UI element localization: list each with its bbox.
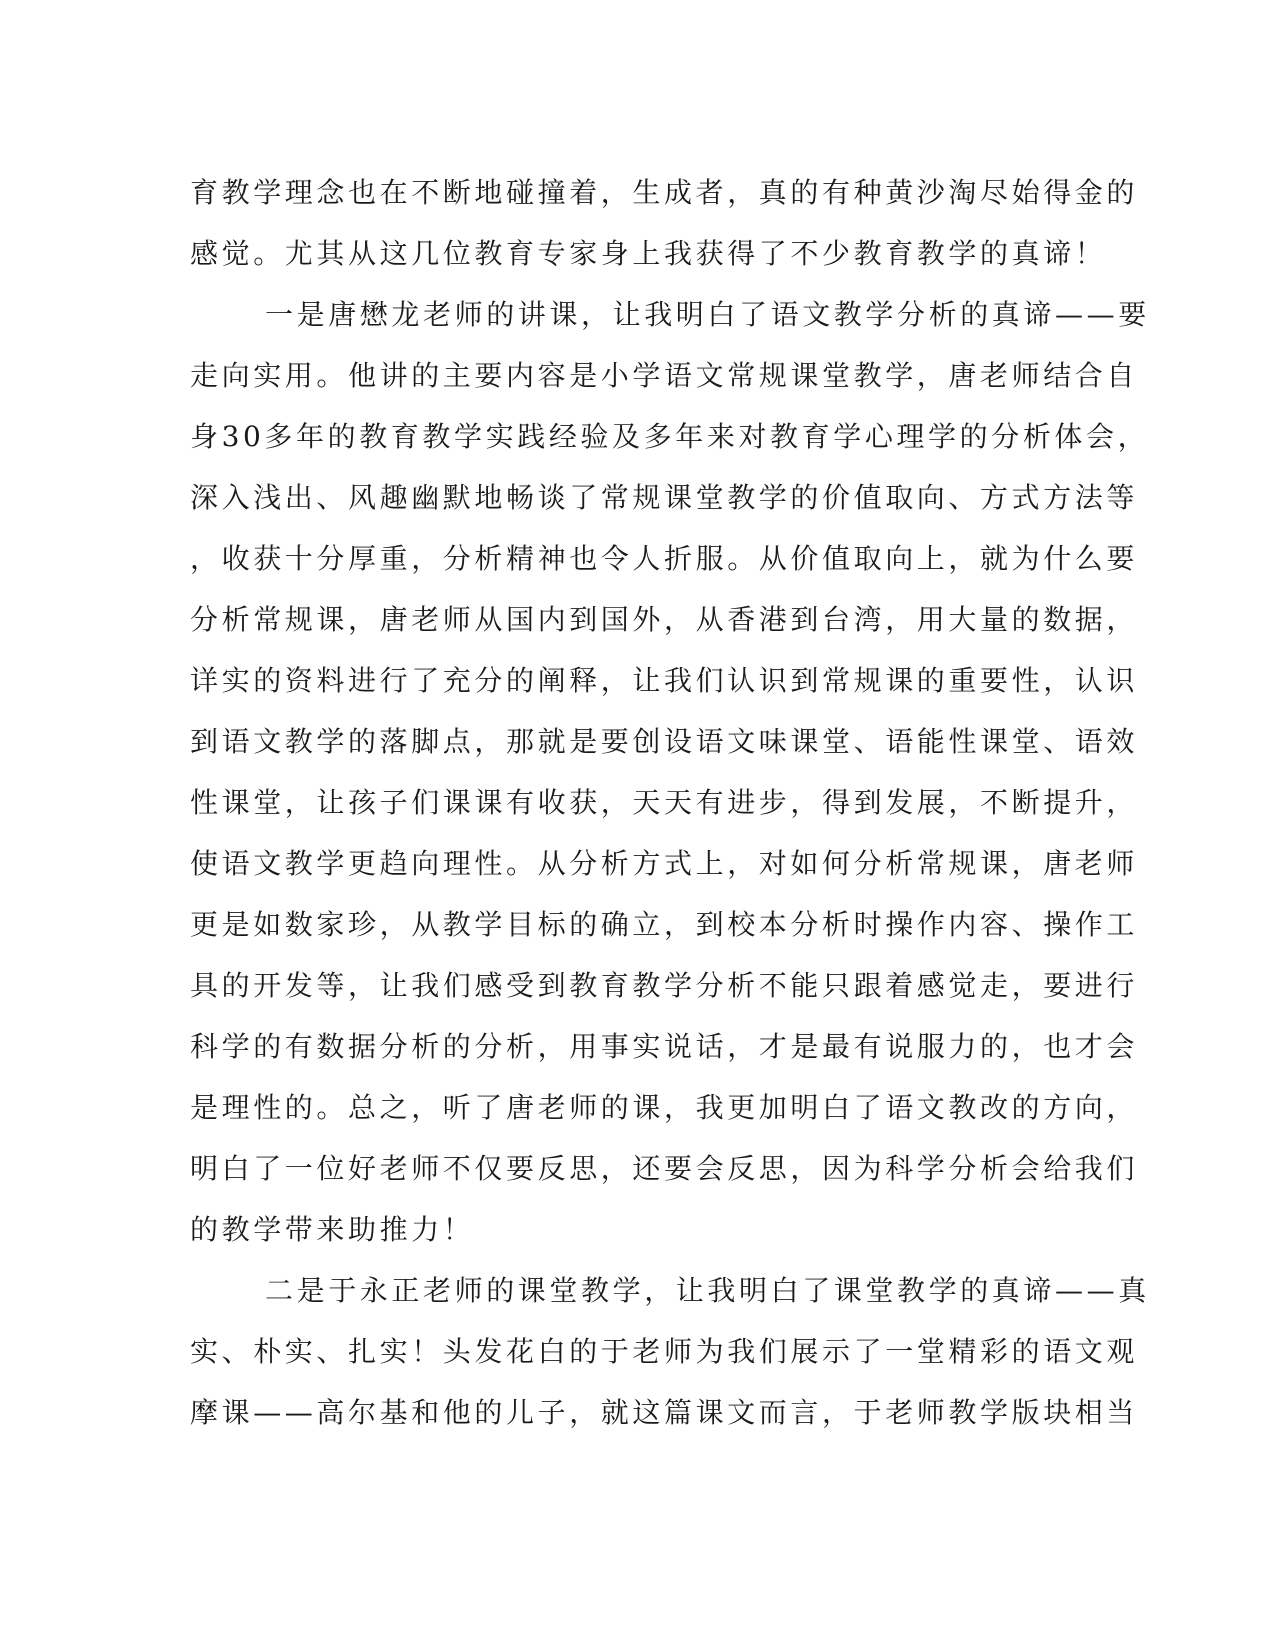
text-line: 深入浅出、风趣幽默地畅谈了常规课堂教学的价值取向、方式方法等 bbox=[190, 481, 1139, 514]
text-line: 具的开发等，让我们感受到教育教学分析不能只跟着感觉走，要进行 bbox=[190, 969, 1139, 1002]
text-line: 性课堂，让孩子们课课有收获，天天有进步，得到发展，不断提升， bbox=[190, 786, 1139, 819]
text-line: 明白了一位好老师不仅要反思，还要会反思，因为科学分析会给我们 bbox=[190, 1152, 1139, 1185]
text-line: 感觉。尤其从这几位教育专家身上我获得了不少教育教学的真谛！ bbox=[190, 237, 1107, 270]
text-line: 科学的有数据分析的分析，用事实说话，才是最有说服力的，也才会 bbox=[190, 1030, 1139, 1063]
paragraph-first-line: 二是于永正老师的课堂教学，让我明白了课堂教学的真谛——真 bbox=[265, 1274, 1150, 1307]
text-line: 摩课——高尔基和他的儿子，就这篇课文而言，于老师教学版块相当 bbox=[190, 1396, 1139, 1429]
text-line: 是理性的。总之，听了唐老师的课，我更加明白了语文教改的方向， bbox=[190, 1091, 1139, 1124]
text-line: 育教学理念也在不断地碰撞着，生成者，真的有种黄沙淘尽始得金的 bbox=[190, 176, 1139, 209]
text-line: 详实的资料进行了充分的阐释，让我们认识到常规课的重要性，认识 bbox=[190, 664, 1139, 697]
text-line: ，收获十分厚重，分析精神也令人折服。从价值取向上，就为什么要 bbox=[190, 542, 1139, 575]
text-line: 的教学带来助推力！ bbox=[190, 1213, 475, 1246]
text-line: 实、朴实、扎实！头发花白的于老师为我们展示了一堂精彩的语文观 bbox=[190, 1335, 1139, 1368]
paragraph-first-line: 一是唐懋龙老师的讲课，让我明白了语文教学分析的真谛——要 bbox=[265, 298, 1150, 331]
body-text bbox=[190, 162, 1150, 1443]
text-line: 更是如数家珍，从教学目标的确立，到校本分析时操作内容、操作工 bbox=[190, 908, 1139, 941]
text-line: 分析常规课，唐老师从国内到国外，从香港到台湾，用大量的数据， bbox=[190, 603, 1139, 636]
text-line: 走向实用。他讲的主要内容是小学语文常规课堂教学，唐老师结合自 bbox=[190, 359, 1139, 392]
text-line: 使语文教学更趋向理性。从分析方式上，对如何分析常规课，唐老师 bbox=[190, 847, 1139, 880]
text-line: 身30多年的教育教学实践经验及多年来对教育学心理学的分析体会， bbox=[190, 420, 1150, 453]
text-line: 到语文教学的落脚点，那就是要创设语文味课堂、语能性课堂、语效 bbox=[190, 725, 1139, 758]
